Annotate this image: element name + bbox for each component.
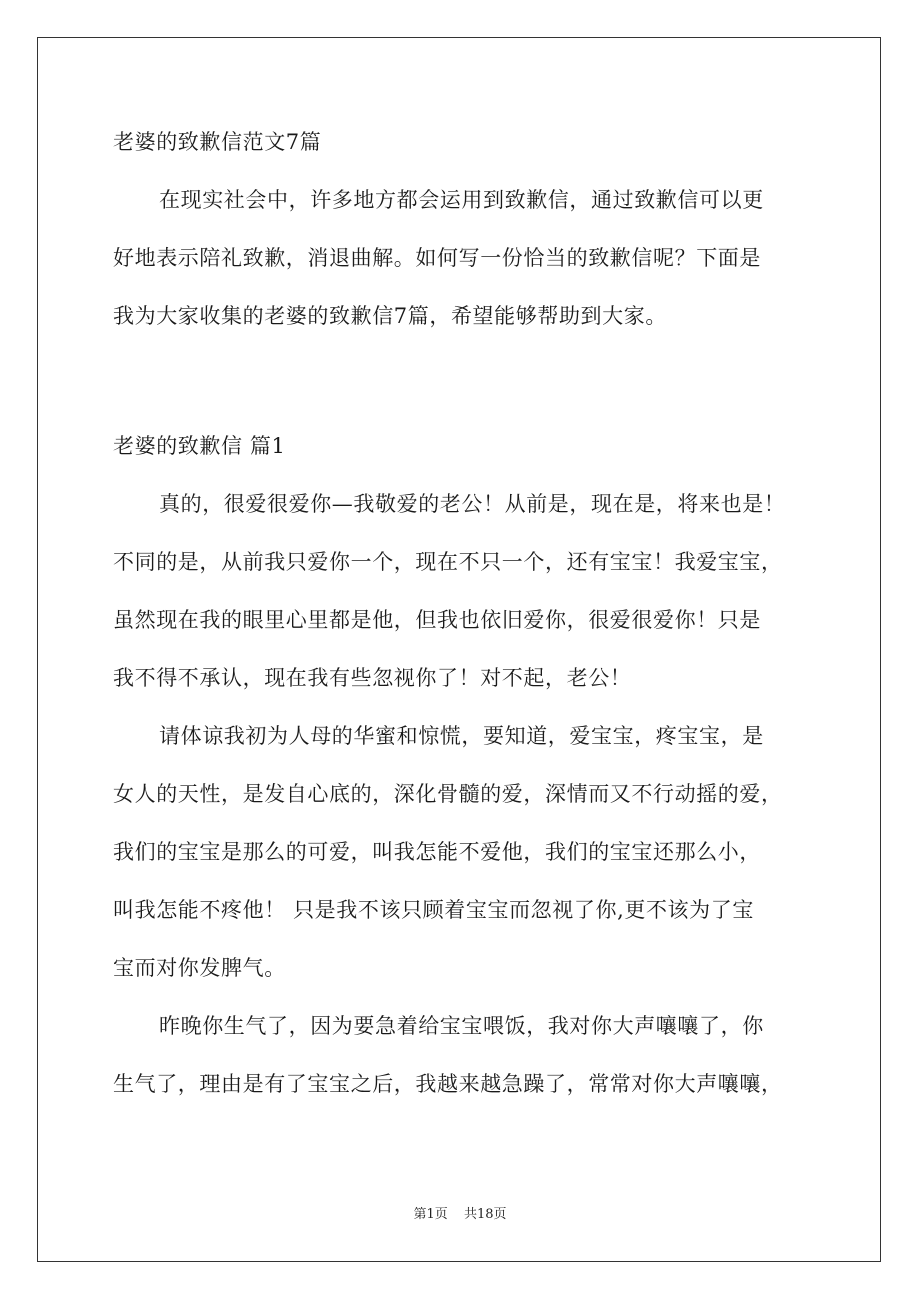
paragraph-line: 不同的是，从前我只爱你一个，现在不只一个，还有宝宝！我爱宝宝， <box>113 550 783 574</box>
paragraph-2 <box>113 714 813 1004</box>
paragraph-1 <box>113 482 813 714</box>
intro-line: 我为大家收集的老婆的致歉信7篇，希望能够帮助到大家。 <box>113 304 667 328</box>
document-title: 老婆的致歉信范文7篇 <box>113 130 322 154</box>
paragraph-line: 女人的天性，是发自心底的，深化骨髓的爱，深情而又不行动摇的爱， <box>113 782 783 806</box>
paragraph-line: 昨晚你生气了，因为要急着给宝宝喂饭，我对你大声嚷嚷了，你 <box>159 1014 764 1038</box>
paragraph-line: 叫我怎能不疼他！ 只是我不该只顾着宝宝而忽视了你,更不该为了宝 <box>113 898 754 922</box>
total-pages-indicator: 共18页 <box>463 1207 507 1222</box>
paragraph-line: 虽然现在我的眼里心里都是他，但我也依旧爱你，很爱很爱你！只是 <box>113 608 761 632</box>
intro-line: 在现实社会中，许多地方都会运用到致歉信，通过致歉信可以更 <box>159 188 764 212</box>
paragraph-line: 请体谅我初为人母的华蜜和惊慌，要知道，爱宝宝，疼宝宝，是 <box>159 724 764 748</box>
section-spacer <box>113 352 813 424</box>
paragraph-line: 我不得不承认，现在我有些忽视你了！对不起，老公！ <box>113 666 632 690</box>
intro-paragraph <box>113 178 813 352</box>
paragraph-line: 宝而对你发脾气。 <box>113 956 286 980</box>
current-page-indicator: 第1页 <box>413 1207 448 1222</box>
paragraph-3 <box>113 1004 813 1120</box>
paragraph-line: 我们的宝宝是那么的可爱，叫我怎能不爱他，我们的宝宝还那么小， <box>113 840 761 864</box>
section-heading: 老婆的致歉信 篇1 <box>113 434 286 458</box>
document-body <box>113 120 813 1120</box>
page-footer <box>0 1203 920 1222</box>
paragraph-line: 生气了，理由是有了宝宝之后，我越来越急躁了，常常对你大声嚷嚷， <box>113 1072 783 1096</box>
intro-line: 好地表示陪礼致歉，消退曲解。如何写一份恰当的致歉信呢？下面是 <box>113 246 761 270</box>
paragraph-line: 真的，很爱很爱你—我敬爱的老公！从前是，现在是，将来也是！ <box>159 492 786 516</box>
